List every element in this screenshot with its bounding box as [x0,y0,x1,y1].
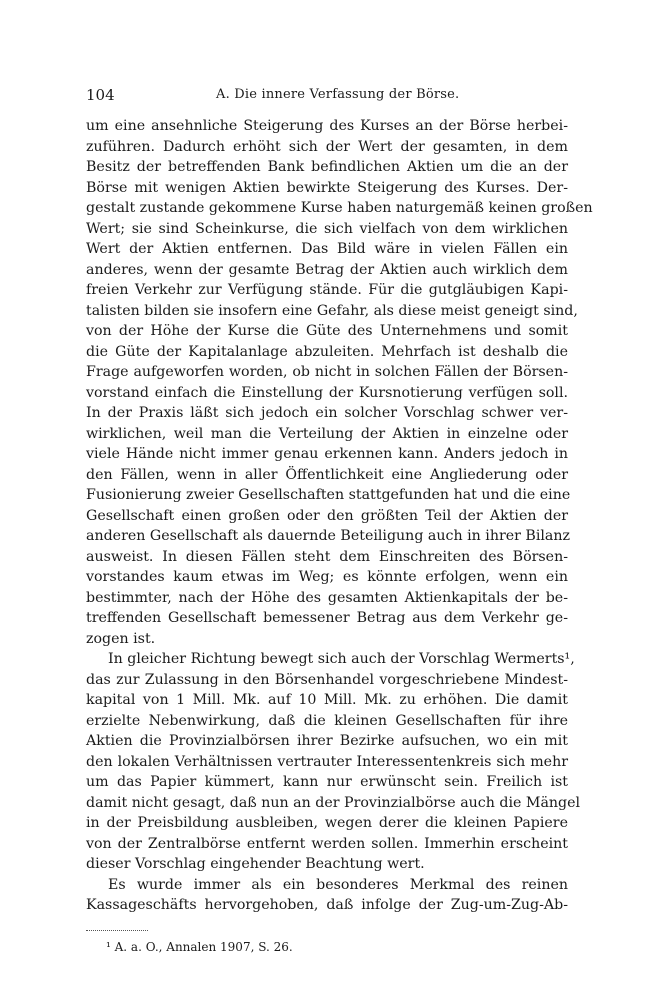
text-line: In der Praxis läßt sich jedoch ein solcher Vorschlag schwer ver- [86,405,568,421]
text-line: Wert; sie sind Scheinkurse, die sich vielfach von dem wirklichen [86,220,568,237]
text-line: das zur Zulassung in den Börsenhandel vorgeschriebene Mindest- [86,671,568,688]
paragraph-1 [86,116,593,649]
text-line: den lokalen Verhältnissen vertrauter Interessentenkreis sich mehr [86,753,568,770]
text-line: gestalt zustande gekommene Kurse haben naturgemäß keinen großen [86,200,593,216]
text-line: wirklichen, weil man die Verteilung der Aktien in einzelne oder [86,425,568,442]
text-line: Frage aufgeworfen worden, ob nicht in solchen Fällen der Börsen- [86,364,568,380]
text-line: Kassageschäfts hervorgehoben, daß infolge der Zug-um-Zug-Ab- [86,897,568,913]
footnote: ¹ A. a. O., Annalen 1907, S. 26. [106,939,293,954]
text-line: in der Preisbildung ausbleiben, wegen derer die kleinen Papiere [86,815,568,831]
text-line: die Güte der Kapitalanlage abzuleiten. Mehrfach ist deshalb die [86,343,568,360]
text-line: kapital von 1 Mill. Mk. auf 10 Mill. Mk. zu erhöhen. Die damit [86,692,568,708]
paragraph-3 [86,875,568,916]
text-line: bestimmter, nach der Höhe des gesamten Aktienkapitals der be- [86,589,568,606]
text-line: Es wurde immer als ein besonderes Merkmal des reinen [108,876,568,893]
text-line: Wert der Aktien entfernen. Das Bild wäre in vielen Fällen ein [86,241,568,257]
text-line: viele Hände nicht immer genau erkennen kann. Anders jedoch in [86,446,568,462]
text-line: vorstandes kaum etwas im Weg; es könnte erfolgen, wenn ein [86,569,568,585]
text-line: dieser Vorschlag eingehender Beachtung wert. [86,856,425,872]
text-line: talisten bilden sie insofern eine Gefahr, als diese meist geneigt sind, [86,302,578,319]
text-line: anderen Gesellschaft als dauernde Beteiligung auch in ihrer Bilanz [86,528,571,544]
footnote-divider [86,930,148,931]
text-line: um eine ansehnliche Steigerung des Kurses an der Börse herbei- [86,118,568,134]
text-line: zuführen. Dadurch erhöht sich der Wert der gesamten, in dem [86,138,568,155]
text-line: Fusionierung zweier Gesellschaften stattgefunden hat und die eine [86,487,571,503]
text-line: In gleicher Richtung bewegt sich auch der Vorschlag Wermerts¹, [108,651,575,667]
text-line: erzielte Nebenwirkung, daß die kleinen Gesellschaften für ihre [86,712,568,729]
text-line: treffenden Gesellschaft bemessener Betrag aus dem Verkehr ge- [86,610,568,626]
text-line: Gesellschaft einen großen oder den größten Teil der Aktien der [86,507,568,524]
text-line: Aktien die Provinzialbörsen ihrer Bezirke aufsuchen, wo ein mit [86,733,568,749]
page-header [86,86,568,108]
text-line: freien Verkehr zur Verfügung stände. Für die gutgläubigen Kapi- [86,282,568,298]
text-line: von der Zentralbörse entfernt werden sollen. Immerhin erscheint [86,835,568,852]
text-line: anderes, wenn der gesamte Betrag der Aktien auch wirklich dem [86,261,568,278]
text-line: damit nicht gesagt, daß nun an der Provinzialbörse auch die Mängel [86,794,581,811]
text-line: den Fällen, wenn in aller Öffentlichkeit eine Angliederung oder [86,466,568,483]
paragraph-2 [86,649,581,875]
text-line: um das Papier kümmert, kann nur erwünscht sein. Freilich ist [86,774,568,790]
page-number: 104 [86,86,115,104]
text-line: zogen ist. [86,630,156,647]
running-head: A. Die innere Verfassung der Börse. [216,87,460,102]
book-page [86,86,593,955]
text-line: ausweist. In diesen Fällen steht dem Einschreiten des Börsen- [86,548,568,565]
text-line: von der Höhe der Kurse die Güte des Unternehmens und somit [86,323,568,339]
text-line: Börse mit wenigen Aktien bewirkte Steigerung des Kurses. Der- [86,179,568,196]
text-line: Besitz der betreffenden Bank befindlichen Aktien um die an der [86,159,568,175]
text-line: vorstand einfach die Einstellung der Kursnotierung verfügen soll. [86,384,568,401]
